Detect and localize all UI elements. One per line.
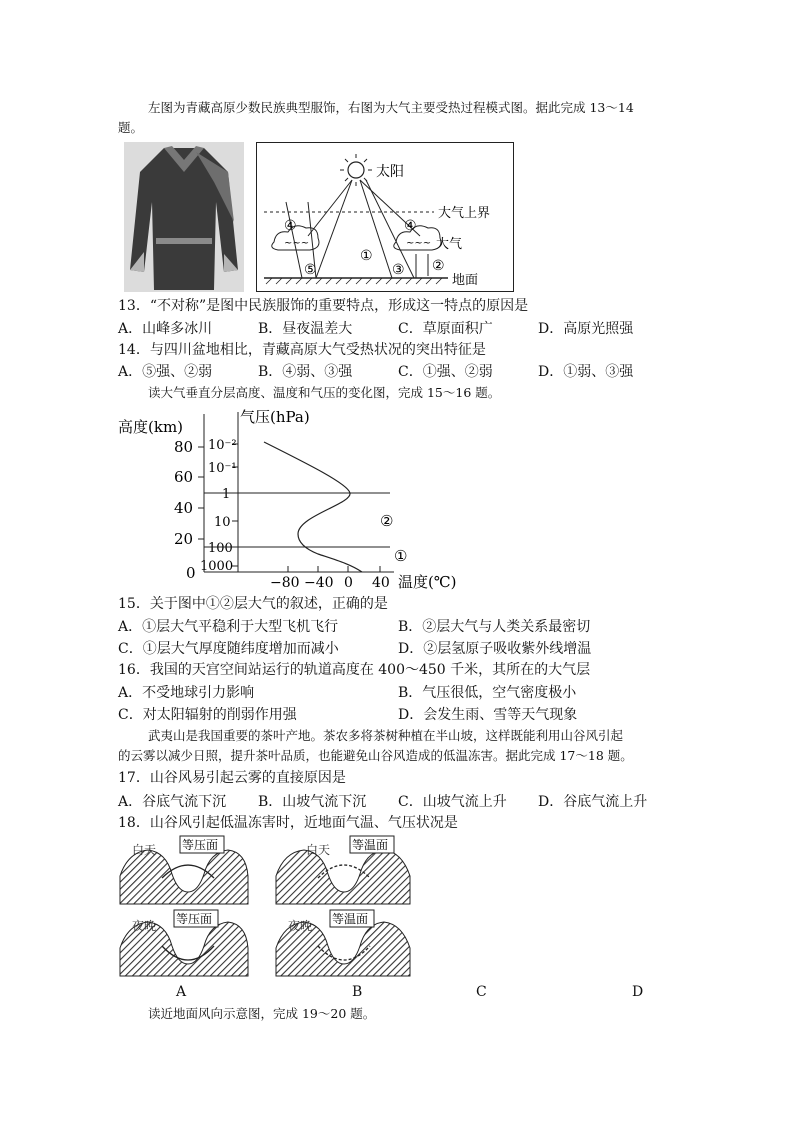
q14-option-b[interactable]: B．④弱、③强 [258, 364, 353, 380]
height-axis-title: 高度(km) [118, 418, 184, 436]
pressure-tick-1: 10⁻² [208, 438, 237, 453]
label-1: ① [360, 248, 373, 264]
intro-15-16: 读大气垂直分层高度、温度和气压的变化图，完成 15～16 题。 [148, 385, 501, 400]
label-5: ⑤ [304, 262, 317, 278]
boundary-label: 大气上界 [438, 206, 491, 221]
q17-option-b[interactable]: B．山坡气流下沉 [258, 794, 367, 810]
q16-option-a[interactable]: A．不受地球引力影响 [118, 685, 255, 701]
q18-stem: 18．山谷风引起低温冻害时，近地面气温、气压状况是 [118, 815, 458, 831]
q14-option-c[interactable]: C．①强、②弱 [398, 364, 493, 380]
q17-option-a[interactable]: A．谷底气流下沉 [118, 794, 227, 810]
atmosphere-layers-diagram [118, 404, 478, 590]
height-tick-40: 40 [174, 499, 194, 517]
layer-1-label: ① [394, 547, 408, 565]
q18-option-b[interactable]: B [352, 984, 363, 1000]
q17-stem: 17．山谷风易引起云雾的直接原因是 [118, 770, 346, 786]
q14-stem: 14．与四川盆地相比，青藏高原大气受热状况的突出特征是 [118, 342, 486, 358]
pressure-tick-2: 10⁻¹ [208, 461, 237, 476]
pressure-tick-4: 10 [214, 515, 231, 530]
q17-option-c[interactable]: C．山坡气流上升 [398, 794, 507, 810]
q13-option-a[interactable]: A．山峰多冰川 [118, 321, 213, 337]
label-2: ② [432, 258, 445, 274]
q18-option-d[interactable]: D [632, 984, 644, 1000]
q15-option-a[interactable]: A．①层大气平稳利于大型飞机飞行 [118, 619, 339, 635]
diagram-a-bottom-label: 等压面 [176, 912, 213, 926]
label-3: ③ [392, 262, 405, 278]
q15-option-b[interactable]: B．②层大气与人类关系最密切 [398, 619, 591, 635]
q13-option-c[interactable]: C．草原面积广 [398, 321, 493, 337]
q16-stem: 16．我国的天宫空间站运行的轨道高度在 400～450 千米，其所在的大气层 [118, 662, 591, 678]
pressure-axis-title: 气压(hPa) [240, 408, 310, 426]
ground-label: 地面 [452, 273, 479, 288]
temp-tick-40: 40 [372, 575, 390, 590]
q15-stem: 15．关于图中①②层大气的叙述，正确的是 [118, 596, 388, 612]
q18-option-c[interactable]: C [476, 984, 487, 1000]
temp-tick-0: 0 [344, 575, 353, 590]
valley-wind-diagrams [118, 834, 438, 980]
q14-option-d[interactable]: D．①弱、③强 [538, 364, 634, 380]
height-tick-20: 20 [174, 530, 194, 548]
atmosphere-label: 大气 [436, 237, 463, 252]
atmosphere-heating-diagram [256, 142, 514, 292]
q13-option-d[interactable]: D．高原光照强 [538, 321, 634, 337]
height-tick-60: 60 [174, 468, 194, 486]
tibetan-costume-photo [124, 142, 244, 292]
height-tick-0: 0 [186, 564, 196, 582]
temp-tick-minus80: −80 [270, 575, 300, 590]
temp-tick-minus40: −40 [304, 575, 334, 590]
layer-2-label: ② [380, 512, 394, 530]
diagram-b-night-label: 夜晚 [288, 919, 313, 933]
label-4-right: ④ [404, 218, 417, 234]
diagram-a-day-label: 白天 [132, 843, 157, 857]
diagram-a-night-label: 夜晚 [132, 919, 157, 933]
pressure-tick-3: 1 [222, 487, 231, 502]
q15-option-c[interactable]: C．①层大气厚度随纬度增加而减小 [118, 641, 339, 657]
diagram-b-day-label: 白天 [306, 843, 331, 857]
sun-label: 太阳 [376, 164, 404, 180]
q13-option-b[interactable]: B．昼夜温差大 [258, 321, 353, 337]
pressure-tick-5: 100 [208, 541, 233, 556]
intro-17-18-line2: 的云雾以减少日照，提升茶叶品质，也能避免山谷风造成的低温冻害。据此完成 17～18 题。 [118, 748, 633, 763]
temp-axis-title: 温度(℃) [398, 573, 457, 590]
q15-option-d[interactable]: D．②层氢原子吸收紫外线增温 [398, 641, 592, 657]
diagram-b-bottom-label: 等温面 [332, 912, 369, 926]
intro-13-14-line2: 题。 [118, 120, 144, 135]
intro-13-14-line1: 左图为青藏高原少数民族典型服饰，右图为大气主要受热过程模式图。据此完成 13～14 [148, 100, 634, 115]
svg-text:~~~: ~~~ [284, 238, 310, 249]
diagram-a-top-label: 等压面 [182, 838, 219, 852]
height-tick-80: 80 [174, 438, 194, 456]
temperature-curve [264, 442, 362, 572]
q18-option-a[interactable]: A [176, 984, 187, 1000]
q16-option-b[interactable]: B．气压很低，空气密度极小 [398, 685, 577, 701]
q14-option-a[interactable]: A．⑤强、②弱 [118, 364, 213, 380]
intro-17-18-line1: 武夷山是我国重要的茶叶产地。茶农多将茶树种植在半山坡，这样既能利用山谷风引起 [148, 728, 624, 743]
svg-text:~~~: ~~~ [406, 238, 432, 249]
intro-19-20: 读近地面风向示意图，完成 19～20 题。 [148, 1006, 376, 1021]
diagram-b-top-label: 等温面 [352, 838, 389, 852]
q16-option-c[interactable]: C．对太阳辐射的削弱作用强 [118, 707, 297, 723]
q13-stem: 13．“不对称”是图中民族服饰的重要特点，形成这一特点的原因是 [118, 298, 529, 314]
q16-option-d[interactable]: D．会发生雨、雪等天气现象 [398, 707, 578, 723]
q17-option-d[interactable]: D．谷底气流上升 [538, 794, 648, 810]
label-4-left: ④ [284, 218, 297, 234]
pressure-tick-6: 1000 [200, 559, 234, 574]
